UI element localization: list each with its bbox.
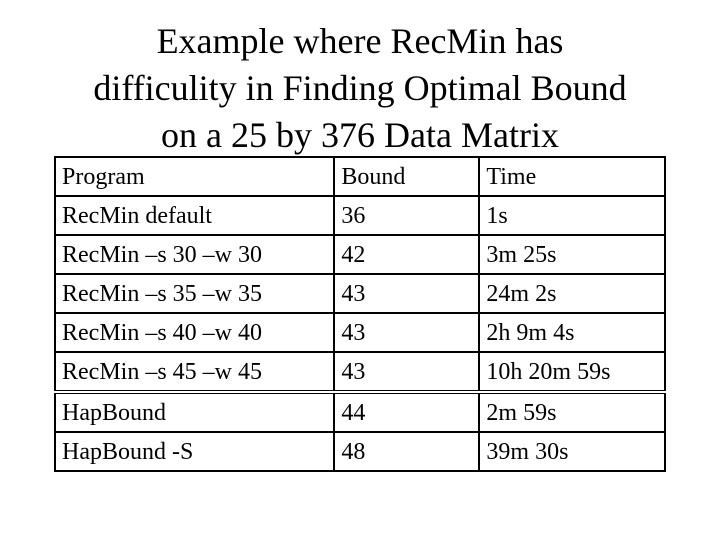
cell-time: 3m 25s bbox=[479, 235, 665, 274]
cell-bound: 48 bbox=[334, 432, 479, 471]
cell-program: HapBound bbox=[55, 392, 334, 432]
cell-time: 2h 9m 4s bbox=[479, 313, 665, 352]
table-row bbox=[55, 313, 665, 352]
cell-program: RecMin default bbox=[55, 196, 334, 235]
cell-program: RecMin –s 30 –w 30 bbox=[55, 235, 334, 274]
header-time: Time bbox=[479, 157, 665, 196]
table-row bbox=[55, 432, 665, 471]
slide-title-line-1: Example where RecMin has bbox=[156, 21, 564, 61]
slide-title-line-2: difficulity in Finding Optimal Bound bbox=[93, 68, 627, 108]
cell-bound: 36 bbox=[334, 196, 479, 235]
table-row bbox=[55, 352, 665, 392]
cell-bound: 43 bbox=[334, 352, 479, 392]
cell-bound: 43 bbox=[334, 274, 479, 313]
cell-bound: 43 bbox=[334, 313, 479, 352]
cell-time: 2m 59s bbox=[479, 392, 665, 432]
cell-time: 1s bbox=[479, 196, 665, 235]
cell-program: RecMin –s 35 –w 35 bbox=[55, 274, 334, 313]
table-row bbox=[55, 235, 665, 274]
table-header-row bbox=[55, 157, 665, 196]
table-row bbox=[55, 274, 665, 313]
table-row bbox=[55, 196, 665, 235]
cell-program: HapBound -S bbox=[55, 432, 334, 471]
slide-title-line-3: on a 25 by 376 Data Matrix bbox=[161, 115, 559, 155]
header-program: Program bbox=[55, 157, 334, 196]
cell-time: 24m 2s bbox=[479, 274, 665, 313]
cell-bound: 42 bbox=[334, 235, 479, 274]
cell-bound: 44 bbox=[334, 392, 479, 432]
cell-program: RecMin –s 40 –w 40 bbox=[55, 313, 334, 352]
cell-time: 10h 20m 59s bbox=[479, 352, 665, 392]
table-row bbox=[55, 392, 665, 432]
header-bound: Bound bbox=[334, 157, 479, 196]
cell-time: 39m 30s bbox=[479, 432, 665, 471]
results-table bbox=[54, 156, 666, 472]
slide-title bbox=[0, 18, 720, 159]
cell-program: RecMin –s 45 –w 45 bbox=[55, 352, 334, 392]
